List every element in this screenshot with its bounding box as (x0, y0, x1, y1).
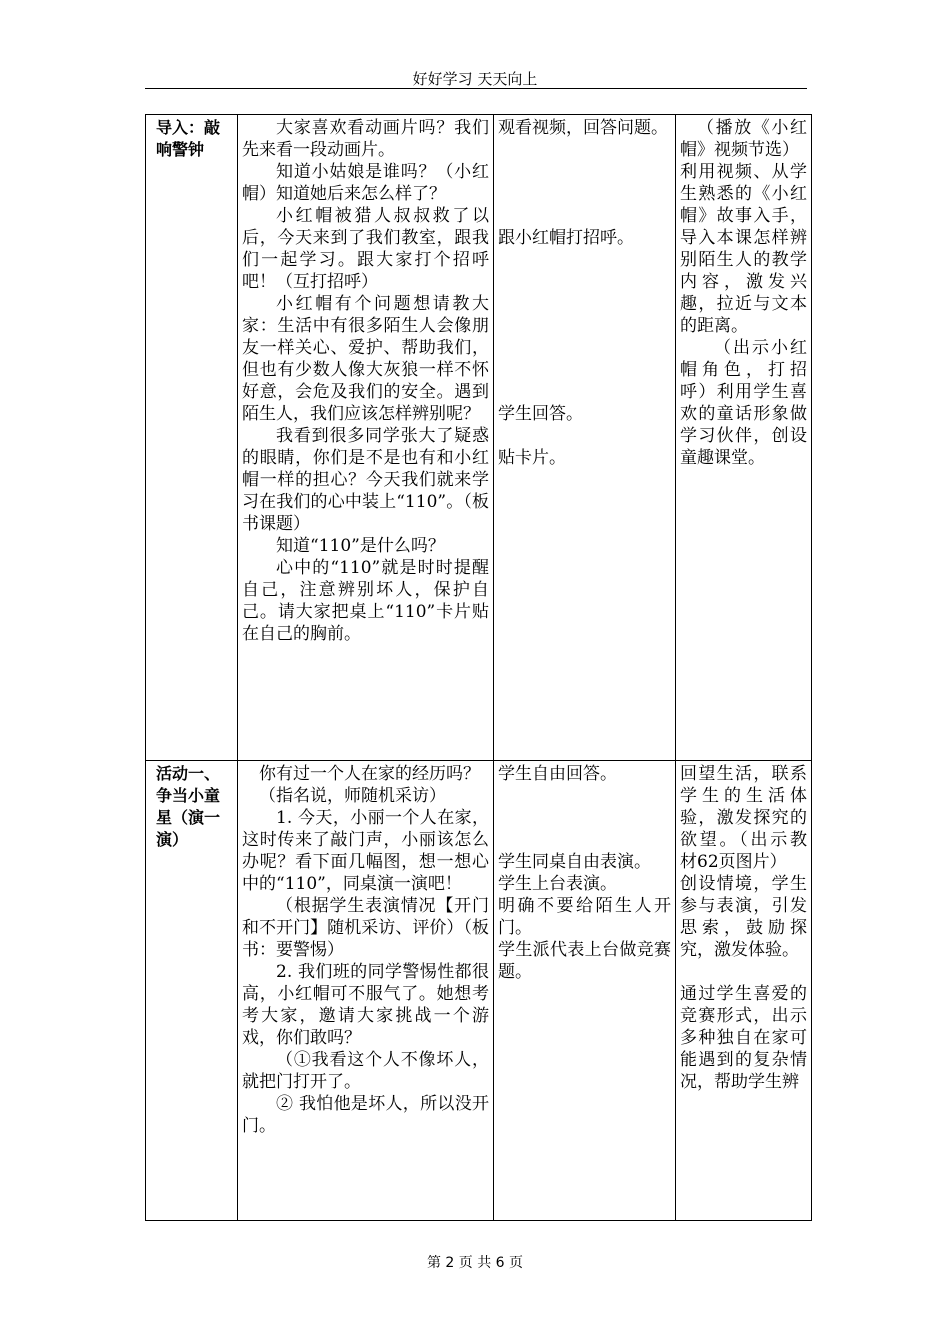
teacher-paragraph: （根据学生表演情况【开门和不开门】随机采访、评价）（板书：要警惕） (242, 896, 489, 960)
design-intent-cell (676, 115, 812, 761)
student-paragraph: 明确不要给陌生人开门。 (498, 896, 671, 938)
step-title: 导入：敲响警钟 (156, 118, 221, 159)
intent-paragraph: 创设情境，学生参与表演，引发思索，鼓励探究，激发体验。 (680, 874, 807, 960)
intent-paragraph: 通过学生喜爱的竞赛形式，出示多种独自在家可能遇到的复杂情况，帮助学生辨 (680, 984, 807, 1092)
table-row (146, 115, 812, 761)
table-row (146, 761, 812, 1221)
student-paragraph: 贴卡片。 (498, 448, 566, 468)
teacher-paragraph: 小红帽被猎人叔叔救了以后，今天来到了我们教室，跟我们一起学习。跟大家打个招呼吧！（互打招呼） (242, 206, 489, 292)
teacher-paragraph: 知道“110”是什么吗？ (276, 536, 445, 556)
teacher-paragraph: 2. 我们班的同学警惕性都很高，小红帽可不服气了。她想考考大家，邀请大家挑战一个游戏，你们敢吗？ (242, 962, 489, 1048)
intent-paragraph: （播放《小红帽》视频节选） (680, 118, 807, 160)
teacher-paragraph: （①我看这个人不像坏人，就把门打开了。 (242, 1050, 489, 1092)
student-paragraph: 学生上台表演。 (498, 874, 617, 894)
teacher-paragraph: ② 我怕他是坏人，所以没开门。 (242, 1094, 489, 1136)
teacher-activity-cell (238, 761, 494, 1221)
page-header: 好好学习 天天向上 (412, 70, 538, 88)
design-intent-cell (676, 761, 812, 1221)
student-paragraph: 观看视频，回答问题。 (498, 118, 668, 138)
step-cell (146, 761, 238, 1221)
intent-paragraph: 利用视频、从学生熟悉的《小红帽》故事入手，导入本课怎样辨别陌生人的教学内容，激发兴趣，拉近与文本的距离。 (680, 162, 807, 336)
student-activity-cell (494, 115, 676, 761)
student-paragraph: 学生回答。 (498, 404, 583, 424)
header-rule (145, 88, 807, 89)
student-paragraph: 学生自由回答。 (498, 764, 617, 784)
intent-paragraph: （出示小红帽角色，打招呼）利用学生喜欢的童话形象做学习伙伴，创设童趣课堂。 (680, 338, 807, 468)
step-cell (146, 115, 238, 761)
student-paragraph: 学生派代表上台做竞赛题。 (498, 940, 671, 982)
student-paragraph: 学生同桌自由表演。 (498, 852, 651, 872)
teacher-paragraph: （指名说，师随机采访） (259, 786, 446, 806)
teacher-paragraph: 大家喜欢看动画片吗？我们先来看一段动画片。 (242, 118, 489, 160)
teacher-paragraph: 小红帽有个问题想请教大家：生活中有很多陌生人会像朋友一样关心、爱护、帮助我们，但也有少数人像大灰狼一样不怀好意，会危及我们的安全。遇到陌生人，我们应该怎样辨别呢？ (242, 294, 489, 424)
teacher-paragraph: 心中的“110”就是时时提醒自己，注意辨别坏人，保护自己。请大家把桌上“110”卡片贴在自己的胸前。 (242, 558, 489, 644)
teacher-activity-cell (238, 115, 494, 761)
teacher-paragraph: 你有过一个人在家的经历吗？ (259, 764, 480, 784)
page-footer: 第 2 页 共 6 页 (426, 1255, 524, 1271)
intent-paragraph: 回望生活，联系学生的生活体验，激发探究的欲望。（出示教材62页图片） (680, 764, 807, 872)
student-paragraph: 跟小红帽打招呼。 (498, 228, 634, 248)
step-title: 活动一、争当小童星（演一演） (156, 764, 221, 849)
student-activity-cell (494, 761, 676, 1221)
teacher-paragraph: 知道小姑娘是谁吗？（小红帽）知道她后来怎么样了？ (242, 162, 489, 204)
teacher-paragraph: 1. 今天，小丽一个人在家，这时传来了敲门声，小丽该怎么办呢？看下面几幅图，想一想心中的“110”，同桌演一演吧！ (242, 808, 489, 894)
teacher-paragraph: 我看到很多同学张大了疑惑的眼睛，你们是不是也有和小红帽一样的担心？今天我们就来学习在我们的心中装上“110”。（板书课题） (242, 426, 489, 534)
lesson-plan-table (145, 114, 812, 1221)
